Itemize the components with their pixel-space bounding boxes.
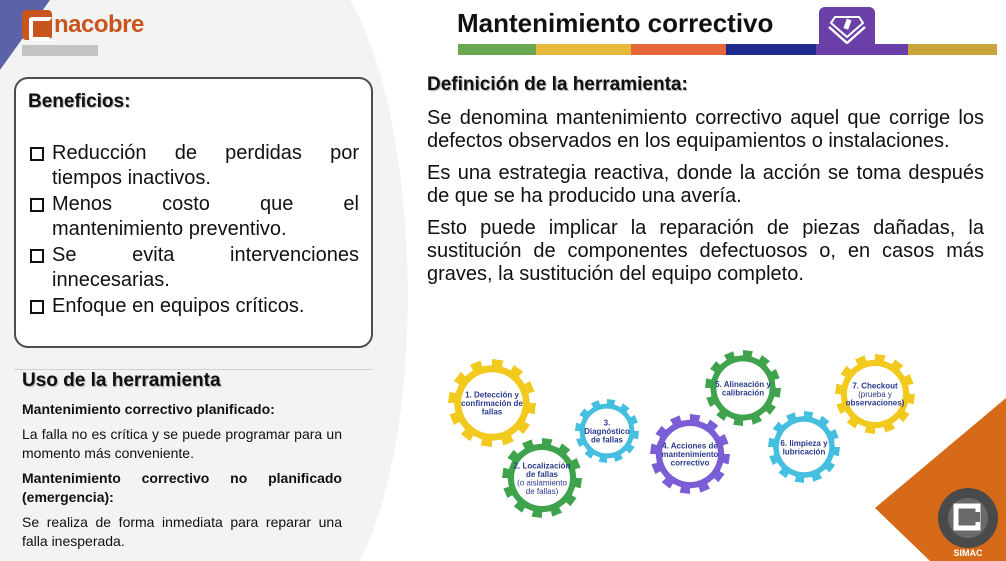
- color-bar-segment: [536, 44, 631, 55]
- gear-step-6: [768, 411, 840, 483]
- header-color-bar: [458, 44, 997, 55]
- gear-step-2: [502, 438, 582, 518]
- gear-step-label: fallas: [481, 407, 503, 417]
- benefits-list: [28, 141, 359, 319]
- gear-step-1: [448, 359, 536, 447]
- nacobre-logo: [22, 10, 144, 40]
- gear-step-4: [650, 414, 730, 494]
- checkbox-icon: [30, 198, 44, 212]
- definition-paragraph-1: Se denomina mantenimiento correctivo aquel que corrige los defectos observados en los equipamientos o instalaciones.: [427, 107, 984, 152]
- color-bar-segment: [816, 44, 908, 55]
- planned-text: La falla no es crítica y se puede programar para un momento más conveniente.: [22, 426, 342, 461]
- gear-step-label: 2. Localización: [513, 461, 571, 471]
- gear-step-label: calibración: [721, 388, 765, 398]
- benefits-box: [14, 77, 373, 348]
- definition-paragraph-3: Esto puede implicar la reparación de piezas dañadas, la sustitución de componentes defectuosos o, en casos más graves, la sustitución del equipo completo.: [427, 217, 984, 285]
- gear-step-3: [575, 399, 639, 463]
- definition-section: [427, 74, 984, 295]
- corner-decoration: [870, 398, 1006, 561]
- checkbox-icon: [30, 300, 44, 314]
- gear-step-label: 5. Alineación y: [715, 379, 771, 389]
- gear-step-label: 3.: [603, 418, 611, 428]
- gear-step-5: [705, 350, 781, 426]
- list-item: Enfoque en equipos críticos.: [28, 294, 359, 319]
- color-bar-segment: [631, 44, 726, 55]
- list-item: Menos costo que el mantenimiento preventivo.: [28, 192, 359, 242]
- simac-gear-icon: [938, 488, 998, 548]
- simac-label: SIMAC: [953, 548, 983, 558]
- gear-step-label: de fallas): [525, 486, 559, 496]
- page-title: Mantenimiento correctivo: [457, 8, 774, 38]
- color-bar-segment: [908, 44, 997, 55]
- list-item: Reducción de perdidas por tiempos inactivos.: [28, 141, 359, 191]
- color-bar-segment: [458, 44, 536, 55]
- nacobre-logo-mark-icon: [22, 10, 52, 40]
- gear-step-label: observaciones): [845, 398, 905, 408]
- definition-title: Definición de la herramienta:: [427, 74, 688, 95]
- gear-step-label: 6. limpieza y: [780, 438, 828, 448]
- gear-step-label: (o aislamiento: [517, 478, 567, 488]
- color-bar-segment: [726, 44, 816, 55]
- planned-heading: Mantenimiento correctivo planificado:: [22, 401, 275, 417]
- checkbox-icon: [30, 147, 44, 161]
- gear-step-label: confirmación de: [461, 399, 523, 408]
- logo-text: nacobre: [54, 11, 144, 38]
- gear-step-label: (prueba y: [858, 390, 892, 399]
- process-gears-diagram: [436, 340, 936, 530]
- gear-step-label: lubricación: [782, 447, 826, 457]
- gear-step-label: 1. Detección y: [465, 390, 519, 400]
- checkbox-icon: [30, 249, 44, 263]
- gear-step-label: correctivo: [670, 458, 710, 468]
- gear-step-label: 7. Checkout: [852, 381, 898, 391]
- definition-paragraph-2: Es una estrategia reactiva, donde la acción se toma después de que se ha producido una avería.: [427, 162, 984, 207]
- uso-title: Uso de la herramienta: [22, 370, 221, 391]
- gear-step-label: 4. Acciones de: [662, 441, 718, 451]
- list-item: Se evita intervenciones innecesarias.: [28, 243, 359, 293]
- logo-underline-bar: [22, 45, 98, 56]
- gear-step-label: Diagnóstico: [584, 427, 630, 436]
- gear-step-label: de fallas: [590, 435, 624, 445]
- unplanned-heading: Mantenimiento correctivo no planificado (emergencia):: [22, 470, 342, 505]
- unplanned-text: Se realiza de forma inmediata para reparar una falla inesperada.: [22, 514, 342, 549]
- benefits-title: Beneficios:: [28, 91, 131, 112]
- uso-section: [22, 370, 342, 557]
- gear-step-label: mantenimiento: [661, 450, 719, 459]
- gear-step-label: de fallas: [525, 469, 559, 479]
